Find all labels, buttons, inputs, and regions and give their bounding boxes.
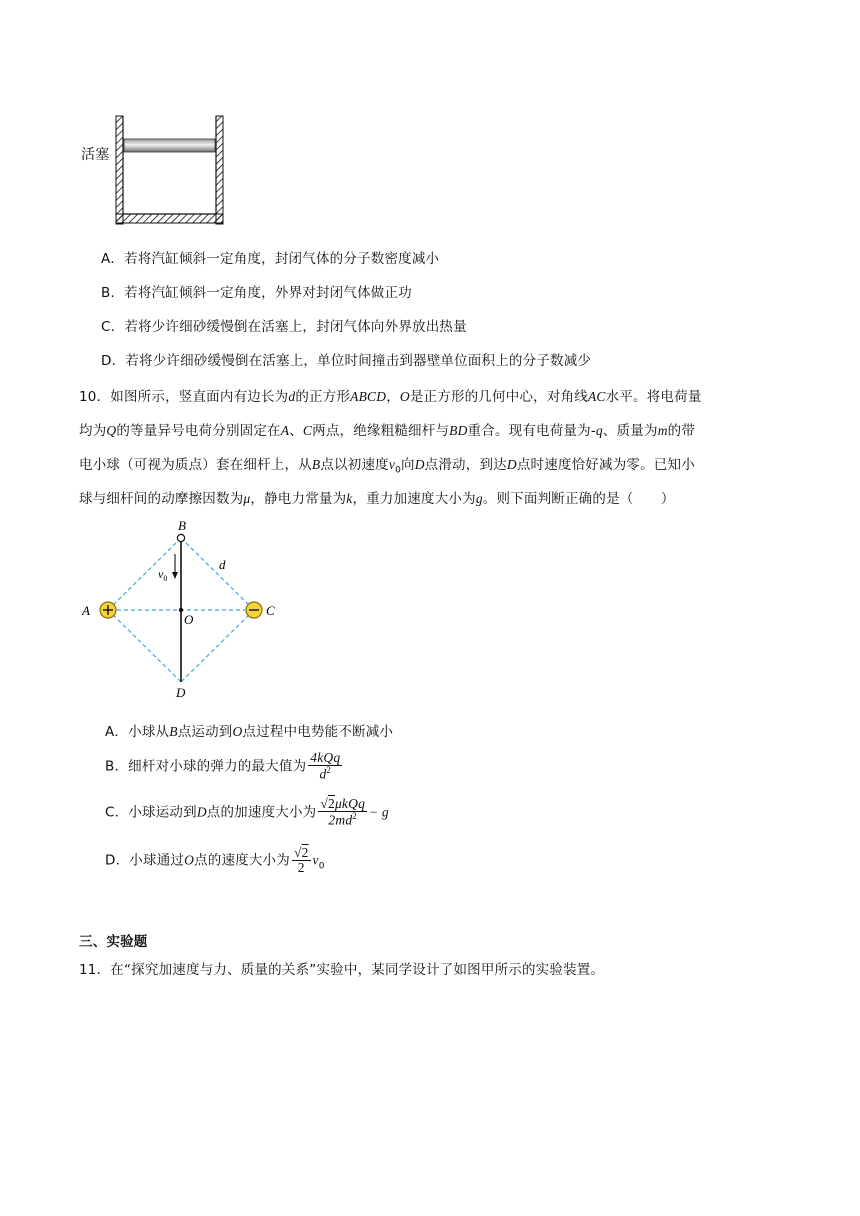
piston-label: 活塞 [81, 147, 110, 163]
label-v0: $v_0$ [158, 567, 168, 583]
cylinder-bottom [116, 214, 223, 223]
ball-at-b [177, 534, 184, 541]
q9-option-c: C．若将少许细砂缓慢倒在活塞上，封闭气体向外界放出热量 [101, 319, 467, 335]
q10-stem-line1: 10．如图所示，竖直面内有边长为d的正方形ABCD，O是正方形的几何中心，对角线AC水平。将电荷量 [79, 389, 702, 405]
center-dot-o [179, 608, 183, 612]
square-charge-diagram [76, 516, 286, 706]
cylinder-left-wall [116, 116, 123, 224]
cylinder-right-wall [216, 116, 223, 224]
side-bc [181, 538, 254, 610]
label-o: O [184, 612, 194, 627]
side-da [108, 610, 181, 682]
label-c: C [266, 603, 275, 618]
q10-option-d: D．小球通过O点的速度大小为 $\frac{√2}{2}$ $v_0$ [105, 845, 325, 876]
q11-stem: 11．在“探究加速度与力、质量的关系”实验中，某同学设计了如图甲所示的实验装置。 [79, 962, 605, 978]
q9-option-b: B．若将汽缸倾斜一定角度，外界对封闭气体做正功 [101, 285, 412, 301]
section-heading: 三、实验题 [79, 934, 148, 950]
q9-option-d: D．若将少许细砂缓慢倒在活塞上，单位时间撞击到器壁单位面积上的分子数减少 [101, 353, 592, 369]
q10-stem-line4: 球与细杆间的动摩擦因数为μ，静电力常量为k，重力加速度大小为g。则下面判断正确的是（ ） [79, 491, 675, 507]
fraction-d: $\frac{√2}{2}$ [293, 845, 309, 876]
q10-stem-line2: 均为Q的等量异号电荷分别固定在A、C两点，绝缘粗糙细杆与BD重合。现有电荷量为-q、质量为m的带 [79, 423, 696, 439]
label-b: B [178, 518, 186, 533]
fraction-c: $\frac{\text{√2μkQq}}{2md^2}$ [320, 796, 366, 828]
side-ab [108, 538, 181, 610]
q10-option-b: B．细杆对小球的弹力的最大值为 $\frac{\text{4kQq}}{d^2}$ [105, 750, 341, 782]
cylinder-figure [110, 114, 234, 226]
label-side-d: d [219, 557, 226, 572]
label-d: D [176, 685, 186, 700]
fraction-b: $\frac{\text{4kQq}}{d^2}$ [310, 750, 341, 782]
label-a: A [82, 603, 90, 618]
q10-option-a: A．小球从B点运动到O点过程中电势能不断减小 [105, 724, 394, 740]
piston [124, 139, 215, 152]
q10-stem-line3: 电小球（可视为质点）套在细杆上，从B点以初速度$v_0$向D点滑动，到达D点时速度恰好减为零。已知小 [79, 457, 695, 476]
q9-option-a: A．若将汽缸倾斜一定角度，封闭气体的分子数密度减小 [101, 251, 440, 267]
q10-option-c: C．小球运动到D点的加速度大小为 $\frac{\text{√2μkQq}}{2md^2}$ − g [105, 796, 389, 828]
velocity-arrow [172, 572, 178, 579]
